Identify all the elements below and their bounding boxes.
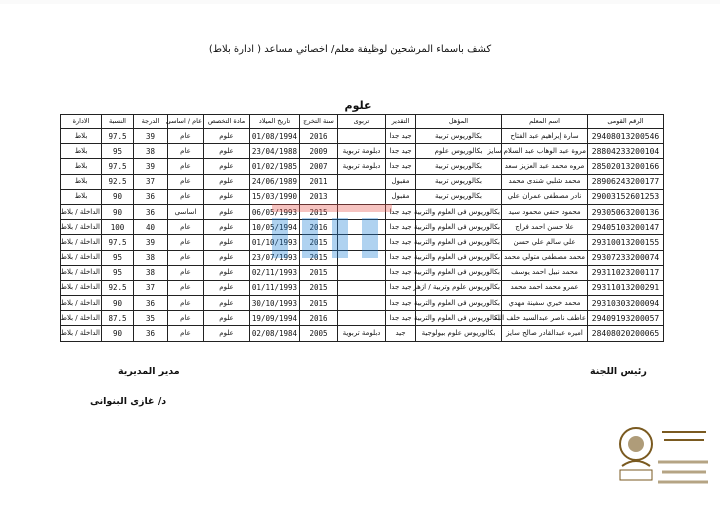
table-row [61,326,664,341]
grade-cell: جيد جدا [386,265,416,280]
grade-cell: جيد جدا [386,250,416,265]
subject-cell: علوم [204,129,250,144]
teacher-name-cell: عاطف ناصر عبدالسيد خلف الله [502,311,588,326]
score-cell: 37 [134,280,168,295]
birth-date-cell: 15/03/1990 [250,189,300,204]
educational-diploma-cell [338,296,386,311]
score-cell: 38 [134,265,168,280]
teacher-name-cell: محمد مصطفى متولي محمد [502,250,588,265]
educational-diploma-cell [338,311,386,326]
national-id-cell: 29311023200117 [588,265,664,280]
teacher-name-cell: مروة عبد الوهاب عبد السلام سايز [502,144,588,159]
national-id-cell: 28502013200166 [588,159,664,174]
percentage-cell: 90 [102,326,134,341]
qualification-cell: بكالوريوس فى العلوم والتربية [416,204,502,219]
subject-cell: علوم [204,311,250,326]
national-id-cell: 28804233200104 [588,144,664,159]
teacher-name-cell: محمد خيري سفينة مهدي [502,296,588,311]
grade-cell: جيد جدا [386,311,416,326]
score-cell: 36 [134,204,168,219]
percentage-cell: 90 [102,296,134,311]
graduation-year-cell: 2015 [300,204,338,219]
score-cell: 38 [134,250,168,265]
national-id-cell: 28408020200065 [588,326,664,341]
column-header: اسم المعلم [502,115,588,129]
qualification-cell: بكالوريوس تربية [416,159,502,174]
grade-cell: جيد جدا [386,220,416,235]
graduation-year-cell: 2007 [300,159,338,174]
educational-diploma-cell [338,250,386,265]
table-row [61,280,664,295]
table-row [61,311,664,326]
graduation-year-cell: 2005 [300,326,338,341]
administration-cell: الداخلة / بلاط [61,296,102,311]
section-title: علوم [344,99,372,112]
general-basic-cell: عام [168,220,204,235]
birth-date-cell: 01/11/1993 [250,280,300,295]
grade-cell: جيد جدا [386,235,416,250]
score-cell: 37 [134,174,168,189]
table-row [61,220,664,235]
teacher-name-cell: محمد نبيل احمد يوسف [502,265,588,280]
teacher-name-cell: علي سالم علي حسن [502,235,588,250]
subject-cell: علوم [204,265,250,280]
national-id-cell: 29305063200136 [588,204,664,219]
birth-date-cell: 10/05/1994 [250,220,300,235]
qualification-cell: بكالوريوس فى العلوم والتربية [416,265,502,280]
birth-date-cell: 19/09/1994 [250,311,300,326]
percentage-cell: 92.5 [102,280,134,295]
graduation-year-cell: 2011 [300,174,338,189]
table-row [61,174,664,189]
table-row [61,189,664,204]
grade-cell: مقبول [386,189,416,204]
column-header: الرقم القومى [588,115,664,129]
birth-date-cell: 01/02/1985 [250,159,300,174]
grade-cell: جيد جدا [386,280,416,295]
educational-diploma-cell [338,189,386,204]
administration-cell: الداخلة / بلاط [61,220,102,235]
teacher-name-cell: سارة إبراهيم عبد الفتاح [502,129,588,144]
qualification-cell: بكالوريوس فى العلوم والتربية [416,311,502,326]
score-cell: 40 [134,220,168,235]
qualification-cell: بكالوريوس فى العلوم والتربية [416,250,502,265]
administration-cell: بلاط [61,159,102,174]
column-header: مادة التخصص [204,115,250,129]
educational-diploma-cell [338,129,386,144]
educational-diploma-cell [338,280,386,295]
general-basic-cell: عام [168,326,204,341]
educational-diploma-cell: دبلومة تربوية [338,159,386,174]
national-id-cell: 29408013200546 [588,129,664,144]
column-header: المؤهل [416,115,502,129]
general-basic-cell: عام [168,129,204,144]
percentage-cell: 87.5 [102,311,134,326]
teacher-name-cell: نادر مصطفى عمران علي [502,189,588,204]
administration-cell: الداخلة / بلاط [61,311,102,326]
column-header: سنة التخرج [300,115,338,129]
national-id-cell: 29310303200094 [588,296,664,311]
educational-diploma-cell [338,265,386,280]
birth-date-cell: 01/08/1994 [250,129,300,144]
table-row [61,129,664,144]
graduation-year-cell: 2015 [300,280,338,295]
table-row [61,250,664,265]
subject-cell: علوم [204,144,250,159]
graduation-year-cell: 2013 [300,189,338,204]
graduation-year-cell: 2016 [300,311,338,326]
teacher-name-cell: محمد شلبي شندى محمد [502,174,588,189]
birth-date-cell: 30/10/1993 [250,296,300,311]
general-basic-cell: عام [168,296,204,311]
top-edge [0,0,720,4]
subject-cell: علوم [204,189,250,204]
table-row [61,296,664,311]
teacher-name-cell: عمرو محمد احمد محمد [502,280,588,295]
general-basic-cell: عام [168,280,204,295]
document-title: كشف باسماء المرشحين لوظيفة معلم/ اخصائي مساعد ( ادارة بلاط) [208,44,492,55]
table-row [61,144,664,159]
column-header: تربوى [338,115,386,129]
grade-cell: مقبول [386,174,416,189]
column-header: تاريخ الميلاد [250,115,300,129]
percentage-cell: 90 [102,204,134,219]
subject-cell: علوم [204,159,250,174]
public-relations-logo [614,416,714,500]
graduation-year-cell: 2009 [300,144,338,159]
subject-cell: علوم [204,250,250,265]
general-basic-cell: اساسى [168,204,204,219]
qualification-cell: بكالوريوس تربية [416,174,502,189]
qualification-cell: بكالوريوس تربية [416,129,502,144]
general-basic-cell: عام [168,174,204,189]
teacher-name-cell: اميره عبدالقادر صالح سايز [502,326,588,341]
grade-cell: جيد جدا [386,129,416,144]
subject-cell: علوم [204,280,250,295]
subject-cell: علوم [204,326,250,341]
birth-date-cell: 02/08/1984 [250,326,300,341]
percentage-cell: 95 [102,144,134,159]
national-id-cell: 29311013200291 [588,280,664,295]
table-row [61,265,664,280]
qualification-cell: بكالوريوس فى العلوم والتربية [416,220,502,235]
percentage-cell: 95 [102,250,134,265]
candidates-table [60,114,664,342]
general-basic-cell: عام [168,250,204,265]
national-id-cell: 29310013200155 [588,235,664,250]
educational-diploma-cell: دبلومة تربوية [338,326,386,341]
column-header: التقدير [386,115,416,129]
birth-date-cell: 01/10/1993 [250,235,300,250]
subject-cell: علوم [204,296,250,311]
qualification-cell: بكالوريوس علوم بيولوجية [416,326,502,341]
educational-diploma-cell [338,220,386,235]
manager-name: د/ غازى البنوانى [90,396,167,407]
administration-cell: بلاط [61,174,102,189]
subject-cell: علوم [204,235,250,250]
grade-cell: جيد جدا [386,144,416,159]
birth-date-cell: 24/06/1989 [250,174,300,189]
score-cell: 39 [134,235,168,250]
educational-diploma-cell: دبلومة تربوية [338,144,386,159]
administration-cell: الداخلة / بلاط [61,204,102,219]
educational-diploma-cell [338,204,386,219]
qualification-cell: بكالوريوس فى العلوم والتربية [416,296,502,311]
administration-cell: بلاط [61,129,102,144]
score-cell: 36 [134,189,168,204]
national-id-cell: 29003152601253 [588,189,664,204]
teacher-name-cell: علا حسن احمد فراج [502,220,588,235]
grade-cell: جيد جدا [386,204,416,219]
national-id-cell: 29307233200074 [588,250,664,265]
graduation-year-cell: 2015 [300,296,338,311]
column-header: الدرجة [134,115,168,129]
score-cell: 35 [134,311,168,326]
percentage-cell: 100 [102,220,134,235]
grade-cell: جيد جدا [386,296,416,311]
administration-cell: الداخلة / بلاط [61,326,102,341]
educational-diploma-cell [338,174,386,189]
score-cell: 36 [134,296,168,311]
general-basic-cell: عام [168,235,204,250]
graduation-year-cell: 2015 [300,265,338,280]
general-basic-cell: عام [168,189,204,204]
graduation-year-cell: 2015 [300,235,338,250]
national-id-cell: 28906243200177 [588,174,664,189]
score-cell: 36 [134,326,168,341]
administration-cell: الداخلة / بلاط [61,265,102,280]
qualification-cell: بكالوريوس فى العلوم والتربية [416,235,502,250]
percentage-cell: 97.5 [102,235,134,250]
table-body [61,129,664,342]
teacher-name-cell: مروه محمد عبد العزيز سعد [502,159,588,174]
score-cell: 39 [134,159,168,174]
general-basic-cell: عام [168,311,204,326]
general-basic-cell: عام [168,265,204,280]
birth-date-cell: 23/07/1993 [250,250,300,265]
qualification-cell: بكالوريوس علوم [416,144,502,159]
subject-cell: علوم [204,220,250,235]
graduation-year-cell: 2015 [300,250,338,265]
administration-cell: الداخلة / بلاط [61,280,102,295]
table-row [61,204,664,219]
administration-cell: الداخلة / بلاط [61,250,102,265]
administration-cell: بلاط [61,144,102,159]
birth-date-cell: 06/05/1993 [250,204,300,219]
subject-cell: علوم [204,174,250,189]
administration-cell: الداخلة / بلاط [61,235,102,250]
grade-cell: جيد جدا [386,159,416,174]
percentage-cell: 97.5 [102,129,134,144]
national-id-cell: 29405103200147 [588,220,664,235]
score-cell: 38 [134,144,168,159]
score-cell: 39 [134,129,168,144]
table-row [61,159,664,174]
committee-head-label: رئيس اللجنة [590,366,647,377]
table-row [61,235,664,250]
birth-date-cell: 23/04/1988 [250,144,300,159]
percentage-cell: 97.5 [102,159,134,174]
grade-cell: جيد [386,326,416,341]
national-id-cell: 29409193200057 [588,311,664,326]
graduation-year-cell: 2016 [300,129,338,144]
qualification-cell: بكالوريوس تربية [416,189,502,204]
percentage-cell: 95 [102,265,134,280]
general-basic-cell: عام [168,144,204,159]
educational-diploma-cell [338,235,386,250]
column-header: الادارة [61,115,102,129]
percentage-cell: 92.5 [102,174,134,189]
teacher-name-cell: محمود حنفي محمود سيد [502,204,588,219]
column-header: عام / اساسى [168,115,204,129]
qualification-cell: بكالوريوس علوم وتربية / ازهر [416,280,502,295]
subject-cell: علوم [204,204,250,219]
percentage-cell: 90 [102,189,134,204]
table-header [61,115,664,129]
column-header: النسبة [102,115,134,129]
directorate-manager-label: مدير المديرية [118,366,180,377]
graduation-year-cell: 2016 [300,220,338,235]
birth-date-cell: 02/11/1993 [250,265,300,280]
administration-cell: بلاط [61,189,102,204]
general-basic-cell: عام [168,159,204,174]
